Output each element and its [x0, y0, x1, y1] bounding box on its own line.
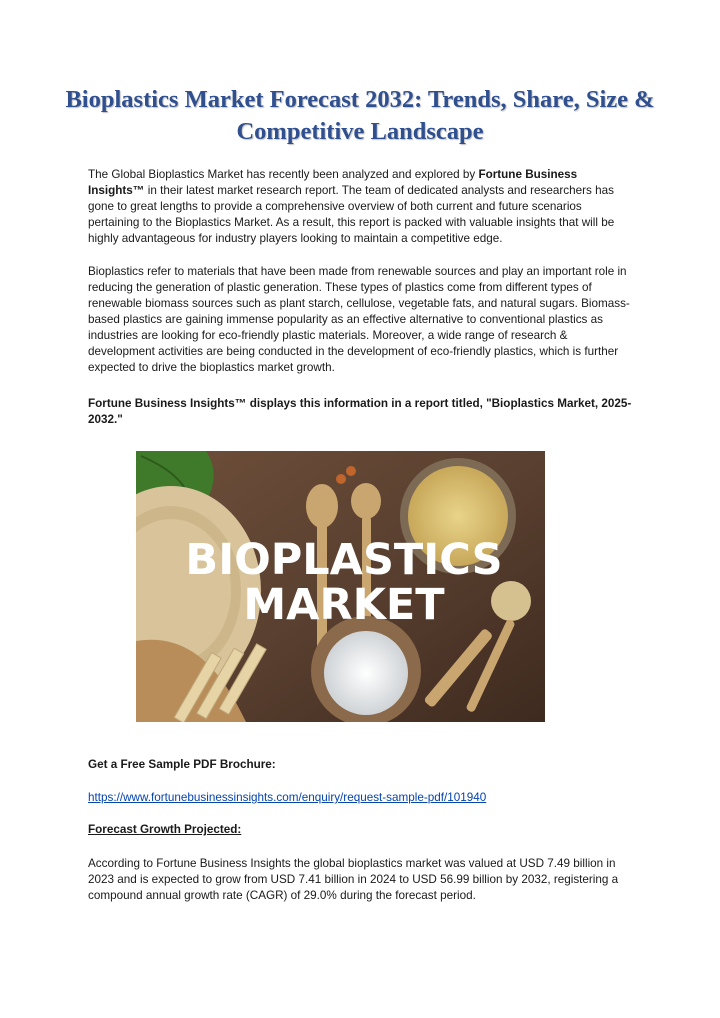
- overlay-line-2: MARKET: [243, 580, 445, 630]
- intro-paragraph: [88, 167, 636, 247]
- bioplastics-illustration: [136, 451, 545, 722]
- seeds: [346, 466, 356, 476]
- intro-text-after: in their latest market research report. The team of dedicated analysts and researchers has gone to great lengths to provide a comprehensive overview of both current and future scenarios pertaining to the Bioplastics Market. As a result, this report is packed with valuable insights that will be highly advantageous for industry players looking to maintain a competitive edge.: [88, 184, 615, 245]
- overlay-line-1: BIOPLASTICS: [185, 535, 503, 585]
- page-title: Bioplastics Market Forecast 2032: Trends, Share, Size & Competitive Landscape: [65, 86, 655, 145]
- sample-pdf-link[interactable]: https://www.fortunebusinessinsights.com/enquiry/request-sample-pdf/101940: [88, 791, 487, 804]
- forecast-heading: Forecast Growth Projected:: [88, 823, 242, 836]
- sample-heading: Get a Free Sample PDF Brochure:: [88, 758, 276, 771]
- hero-image: [136, 451, 545, 722]
- definition-paragraph: Bioplastics refer to materials that have been made from renewable sources and play an important role in reducing the generation of plastic generation. These types of plastics come from different types of renewable biomass sources such as plant starch, cellulose, vegetable fats, and natural sugars. Biomass-based plastics are gaining immense popularity as an effective alternative to conventional plastics as industries are looking for eco-friendly plastic materials. Moreover, a wide range of research & development activities are being conducted in the development of eco-friendly plastics, which is further expected to drive the bioplastics market growth.: [88, 265, 630, 374]
- intro-text-before: The Global Bioplastics Market has recently been analyzed and explored by: [88, 168, 479, 181]
- forecast-paragraph: According to Fortune Business Insights the global bioplastics market was valued at USD 7.49 billion in 2023 and is expected to grow from USD 7.41 billion in 2024 to USD 56.99 billion by 2032, registering a compound annual growth rate (CAGR) of 29.0% during the forecast period.: [88, 857, 619, 902]
- report-note: Fortune Business Insights™ displays this information in a report titled, "Bioplastics Market, 2025-2032.": [88, 397, 632, 426]
- white-pellets: [324, 631, 408, 715]
- brand-name: Fortune Business Insights™: [88, 168, 578, 197]
- spoon-head: [491, 581, 531, 621]
